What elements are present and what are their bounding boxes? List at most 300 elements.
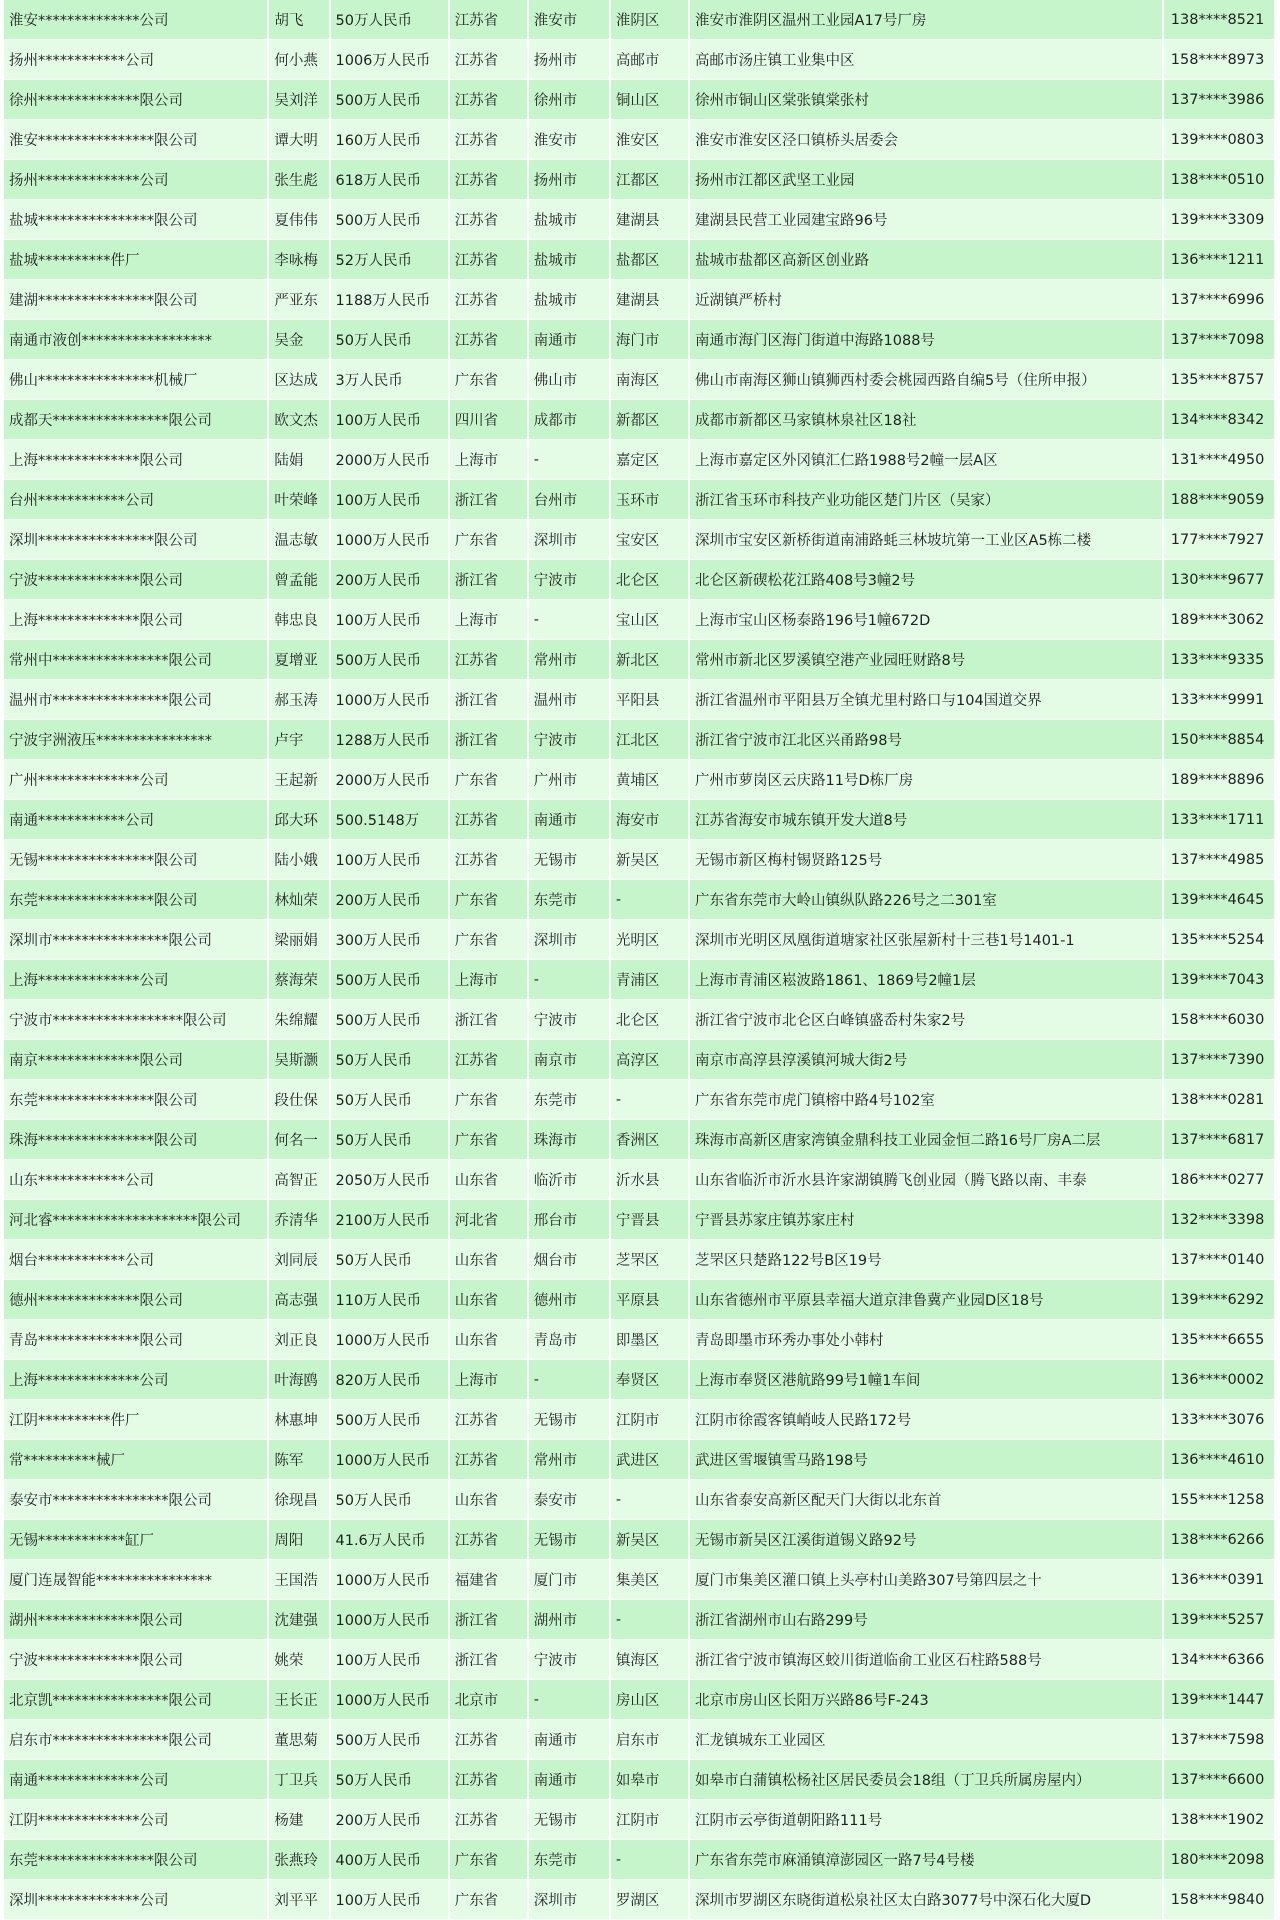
table-row	[4, 560, 1275, 600]
contact-name-cell: 吴斯灏	[268, 1040, 329, 1080]
company-name-cell: 南通**************公司	[4, 1760, 268, 1800]
address-cell: 汇龙镇城东工业园区	[689, 1720, 1163, 1760]
city-cell: 邢台市	[528, 1200, 610, 1240]
company-name-cell: 成都天****************限公司	[4, 400, 268, 440]
district-cell: 罗湖区	[610, 1880, 689, 1920]
registered-capital-cell: 500万人民币	[330, 1400, 449, 1440]
phone-cell: 138****0281	[1163, 1080, 1275, 1120]
district-cell: 即墨区	[610, 1320, 689, 1360]
address-cell: 广州市萝岗区云庆路11号D栋厂房	[689, 760, 1163, 800]
company-name-cell: 湖州**************限公司	[4, 1600, 268, 1640]
address-cell: 浙江省湖州市山右路299号	[689, 1600, 1163, 1640]
district-cell: 宁晋县	[610, 1200, 689, 1240]
contact-name-cell: 乔清华	[268, 1200, 329, 1240]
province-cell: 江苏省	[449, 120, 528, 160]
table-row	[4, 1640, 1275, 1680]
district-cell: 光明区	[610, 920, 689, 960]
district-cell: -	[610, 880, 689, 920]
province-cell: 江苏省	[449, 160, 528, 200]
city-cell: 常州市	[528, 1440, 610, 1480]
city-cell: 临沂市	[528, 1160, 610, 1200]
city-cell: 南通市	[528, 1720, 610, 1760]
province-cell: 江苏省	[449, 800, 528, 840]
address-cell: 近湖镇严桥村	[689, 280, 1163, 320]
contact-name-cell: 姚荣	[268, 1640, 329, 1680]
phone-cell: 137****7598	[1163, 1720, 1275, 1760]
province-cell: 江苏省	[449, 80, 528, 120]
contact-name-cell: 何名一	[268, 1120, 329, 1160]
registered-capital-cell: 500万人民币	[330, 640, 449, 680]
address-cell: 武进区雪堰镇雪马路198号	[689, 1440, 1163, 1480]
district-cell: 江北区	[610, 720, 689, 760]
table-row	[4, 840, 1275, 880]
phone-cell: 134****6366	[1163, 1640, 1275, 1680]
district-cell: -	[610, 1840, 689, 1880]
district-cell: 芝罘区	[610, 1240, 689, 1280]
contact-name-cell: 徐现昌	[268, 1480, 329, 1520]
province-cell: 广东省	[449, 1880, 528, 1920]
district-cell: 武进区	[610, 1440, 689, 1480]
province-cell: 广东省	[449, 1120, 528, 1160]
phone-cell: 139****0803	[1163, 120, 1275, 160]
city-cell: 温州市	[528, 680, 610, 720]
registered-capital-cell: 100万人民币	[330, 1640, 449, 1680]
company-name-cell: 泰安市****************限公司	[4, 1480, 268, 1520]
registered-capital-cell: 41.6万人民币	[330, 1520, 449, 1560]
province-cell: 广东省	[449, 760, 528, 800]
address-cell: 浙江省宁波市镇海区蛟川街道临俞工业区石柱路588号	[689, 1640, 1163, 1680]
contact-name-cell: 谭大明	[268, 120, 329, 160]
province-cell: 广东省	[449, 520, 528, 560]
phone-cell: 139****1447	[1163, 1680, 1275, 1720]
table-row	[4, 280, 1275, 320]
address-cell: 深圳市罗湖区东晓街道松泉社区太白路3077号中深石化大厦D	[689, 1880, 1163, 1920]
registered-capital-cell: 400万人民币	[330, 1840, 449, 1880]
phone-cell: 134****8342	[1163, 400, 1275, 440]
address-cell: 浙江省玉环市科技产业功能区楚门片区（吴家）	[689, 480, 1163, 520]
phone-cell: 136****0002	[1163, 1360, 1275, 1400]
address-cell: 上海市嘉定区外冈镇汇仁路1988号2幢一层A区	[689, 440, 1163, 480]
phone-cell: 177****7927	[1163, 520, 1275, 560]
city-cell: 淮安市	[528, 120, 610, 160]
company-name-cell: 启东市****************限公司	[4, 1720, 268, 1760]
address-cell: 江阴市云亭街道朝阳路111号	[689, 1800, 1163, 1840]
table-row	[4, 360, 1275, 400]
province-cell: 四川省	[449, 400, 528, 440]
contact-name-cell: 叶海鸥	[268, 1360, 329, 1400]
registered-capital-cell: 3万人民币	[330, 360, 449, 400]
company-name-cell: 南通市液创******************	[4, 320, 268, 360]
table-row	[4, 1240, 1275, 1280]
phone-cell: 158****8973	[1163, 40, 1275, 80]
district-cell: 宝山区	[610, 600, 689, 640]
phone-cell: 139****5257	[1163, 1600, 1275, 1640]
address-cell: 上海市宝山区杨泰路196号1幢672D	[689, 600, 1163, 640]
district-cell: 沂水县	[610, 1160, 689, 1200]
phone-cell: 158****9840	[1163, 1880, 1275, 1920]
phone-cell: 135****6655	[1163, 1320, 1275, 1360]
contact-name-cell: 高志强	[268, 1280, 329, 1320]
district-cell: 镇海区	[610, 1640, 689, 1680]
address-cell: 厦门市集美区灌口镇上头亭村山美路307号第四层之十	[689, 1560, 1163, 1600]
province-cell: 江苏省	[449, 1440, 528, 1480]
district-cell: 建湖县	[610, 280, 689, 320]
city-cell: 南通市	[528, 800, 610, 840]
city-cell: -	[528, 440, 610, 480]
city-cell: 泰安市	[528, 1480, 610, 1520]
registered-capital-cell: 500万人民币	[330, 80, 449, 120]
contact-name-cell: 杨建	[268, 1800, 329, 1840]
contact-name-cell: 丁卫兵	[268, 1760, 329, 1800]
registered-capital-cell: 100万人民币	[330, 480, 449, 520]
contact-name-cell: 朱绵耀	[268, 1000, 329, 1040]
company-name-cell: 上海**************限公司	[4, 440, 268, 480]
company-name-cell: 上海**************限公司	[4, 600, 268, 640]
table-row	[4, 1000, 1275, 1040]
district-cell: -	[610, 1600, 689, 1640]
registered-capital-cell: 50万人民币	[330, 1120, 449, 1160]
city-cell: 宁波市	[528, 560, 610, 600]
table-row	[4, 480, 1275, 520]
phone-cell: 138****1902	[1163, 1800, 1275, 1840]
province-cell: 浙江省	[449, 560, 528, 600]
registered-capital-cell: 1000万人民币	[330, 520, 449, 560]
company-name-cell: 青岛**************限公司	[4, 1320, 268, 1360]
city-cell: 南京市	[528, 1040, 610, 1080]
province-cell: 浙江省	[449, 1000, 528, 1040]
city-cell: 东莞市	[528, 880, 610, 920]
province-cell: 上海市	[449, 440, 528, 480]
phone-cell: 137****3986	[1163, 80, 1275, 120]
province-cell: 山东省	[449, 1280, 528, 1320]
district-cell: 江阴市	[610, 1400, 689, 1440]
contact-name-cell: 曾孟能	[268, 560, 329, 600]
province-cell: 广东省	[449, 1080, 528, 1120]
city-cell: 宁波市	[528, 1000, 610, 1040]
province-cell: 广东省	[449, 920, 528, 960]
address-cell: 无锡市新吴区江溪街道锡义路92号	[689, 1520, 1163, 1560]
table-row	[4, 400, 1275, 440]
table-row	[4, 1880, 1275, 1920]
contact-name-cell: 邱大环	[268, 800, 329, 840]
address-cell: 北仑区新碶松花江路408号3幢2号	[689, 560, 1163, 600]
company-name-cell: 深圳**************公司	[4, 1880, 268, 1920]
registered-capital-cell: 300万人民币	[330, 920, 449, 960]
registered-capital-cell: 1000万人民币	[330, 680, 449, 720]
phone-cell: 135****8757	[1163, 360, 1275, 400]
address-cell: 深圳市光明区凤凰街道塘家社区张屋新村十三巷1号1401-1	[689, 920, 1163, 960]
city-cell: 宁波市	[528, 1640, 610, 1680]
address-cell: 江阴市徐霞客镇峭岐人民路172号	[689, 1400, 1163, 1440]
district-cell: 宝安区	[610, 520, 689, 560]
phone-cell: 138****8521	[1163, 0, 1275, 40]
registered-capital-cell: 50万人民币	[330, 0, 449, 40]
city-cell: -	[528, 1360, 610, 1400]
province-cell: 广东省	[449, 1840, 528, 1880]
contact-name-cell: 董思菊	[268, 1720, 329, 1760]
company-name-cell: 建湖****************限公司	[4, 280, 268, 320]
district-cell: 房山区	[610, 1680, 689, 1720]
table-row	[4, 1760, 1275, 1800]
registered-capital-cell: 618万人民币	[330, 160, 449, 200]
company-table-body	[4, 0, 1275, 1920]
address-cell: 芝罘区只楚路122号B区19号	[689, 1240, 1163, 1280]
province-cell: 江苏省	[449, 280, 528, 320]
table-row	[4, 1080, 1275, 1120]
registered-capital-cell: 1000万人民币	[330, 1440, 449, 1480]
company-name-cell: 上海**************公司	[4, 1360, 268, 1400]
contact-name-cell: 林灿荣	[268, 880, 329, 920]
district-cell: 南海区	[610, 360, 689, 400]
address-cell: 淮安市淮安区泾口镇桥头居委会	[689, 120, 1163, 160]
registered-capital-cell: 1188万人民币	[330, 280, 449, 320]
district-cell: 建湖县	[610, 200, 689, 240]
company-name-cell: 宁波**************限公司	[4, 560, 268, 600]
phone-cell: 139****3309	[1163, 200, 1275, 240]
table-row	[4, 640, 1275, 680]
district-cell: 启东市	[610, 1720, 689, 1760]
company-name-cell: 深圳****************限公司	[4, 520, 268, 560]
address-cell: 南京市高淳县淳溪镇河城大街2号	[689, 1040, 1163, 1080]
phone-cell: 139****4645	[1163, 880, 1275, 920]
city-cell: 南通市	[528, 1760, 610, 1800]
address-cell: 山东省临沂市沂水县许家湖镇腾飞创业园（腾飞路以南、丰泰	[689, 1160, 1163, 1200]
phone-cell: 137****7098	[1163, 320, 1275, 360]
table-row	[4, 1360, 1275, 1400]
table-row	[4, 1280, 1275, 1320]
company-table-container	[4, 0, 1276, 1920]
province-cell: 江苏省	[449, 1520, 528, 1560]
table-row	[4, 760, 1275, 800]
phone-cell: 137****6996	[1163, 280, 1275, 320]
district-cell: 新吴区	[610, 1520, 689, 1560]
city-cell: 湖州市	[528, 1600, 610, 1640]
contact-name-cell: 张生彪	[268, 160, 329, 200]
registered-capital-cell: 1000万人民币	[330, 1600, 449, 1640]
company-name-cell: 山东************公司	[4, 1160, 268, 1200]
registered-capital-cell: 50万人民币	[330, 1240, 449, 1280]
phone-cell: 137****4985	[1163, 840, 1275, 880]
address-cell: 上海市奉贤区港航路99号1幢1车间	[689, 1360, 1163, 1400]
registered-capital-cell: 1006万人民币	[330, 40, 449, 80]
address-cell: 青岛即墨市环秀办事处小韩村	[689, 1320, 1163, 1360]
contact-name-cell: 王起新	[268, 760, 329, 800]
district-cell: -	[610, 1080, 689, 1120]
city-cell: 无锡市	[528, 1800, 610, 1840]
city-cell: 烟台市	[528, 1240, 610, 1280]
phone-cell: 158****6030	[1163, 1000, 1275, 1040]
province-cell: 上海市	[449, 600, 528, 640]
registered-capital-cell: 50万人民币	[330, 1040, 449, 1080]
registered-capital-cell: 50万人民币	[330, 320, 449, 360]
address-cell: 高邮市汤庄镇工业集中区	[689, 40, 1163, 80]
table-row	[4, 1480, 1275, 1520]
table-row	[4, 920, 1275, 960]
province-cell: 江苏省	[449, 1040, 528, 1080]
company-name-cell: 温州市****************限公司	[4, 680, 268, 720]
address-cell: 山东省德州市平原县幸福大道京津鲁冀产业园D区18号	[689, 1280, 1163, 1320]
table-row	[4, 240, 1275, 280]
address-cell: 佛山市南海区狮山镇狮西村委会桃园西路自编5号（住所申报）	[689, 360, 1163, 400]
contact-name-cell: 夏伟伟	[268, 200, 329, 240]
province-cell: 浙江省	[449, 720, 528, 760]
city-cell: 淮安市	[528, 0, 610, 40]
city-cell: 盐城市	[528, 200, 610, 240]
city-cell: 广州市	[528, 760, 610, 800]
contact-name-cell: 卢宇	[268, 720, 329, 760]
company-name-cell: 无锡************缸厂	[4, 1520, 268, 1560]
province-cell: 江苏省	[449, 1400, 528, 1440]
company-name-cell: 常**********械厂	[4, 1440, 268, 1480]
phone-cell: 139****7043	[1163, 960, 1275, 1000]
company-name-cell: 佛山****************机械厂	[4, 360, 268, 400]
table-row	[4, 0, 1275, 40]
district-cell: 淮安区	[610, 120, 689, 160]
table-row	[4, 1040, 1275, 1080]
company-name-cell: 盐城**********件厂	[4, 240, 268, 280]
company-name-cell: 扬州************公司	[4, 40, 268, 80]
district-cell: 高邮市	[610, 40, 689, 80]
city-cell: -	[528, 600, 610, 640]
company-name-cell: 厦门连晟智能****************	[4, 1560, 268, 1600]
address-cell: 广东省东莞市麻涌镇漳澎园区一路7号4号楼	[689, 1840, 1163, 1880]
registered-capital-cell: 200万人民币	[330, 1800, 449, 1840]
city-cell: 成都市	[528, 400, 610, 440]
district-cell: 平阳县	[610, 680, 689, 720]
city-cell: 深圳市	[528, 920, 610, 960]
phone-cell: 139****6292	[1163, 1280, 1275, 1320]
province-cell: 广东省	[449, 880, 528, 920]
district-cell: 新北区	[610, 640, 689, 680]
province-cell: 江苏省	[449, 0, 528, 40]
address-cell: 广东省东莞市虎门镇榕中路4号102室	[689, 1080, 1163, 1120]
address-cell: 如皋市白蒲镇松杨社区居民委员会18组（丁卫兵所属房屋内）	[689, 1760, 1163, 1800]
table-row	[4, 1320, 1275, 1360]
address-cell: 珠海市高新区唐家湾镇金鼎科技工业园金恒二路16号厂房A二层	[689, 1120, 1163, 1160]
district-cell: 海门市	[610, 320, 689, 360]
phone-cell: 133****9991	[1163, 680, 1275, 720]
province-cell: 山东省	[449, 1160, 528, 1200]
contact-name-cell: 刘同辰	[268, 1240, 329, 1280]
table-row	[4, 600, 1275, 640]
company-name-cell: 德州**************限公司	[4, 1280, 268, 1320]
phone-cell: 135****5254	[1163, 920, 1275, 960]
province-cell: 浙江省	[449, 480, 528, 520]
table-row	[4, 440, 1275, 480]
table-row	[4, 960, 1275, 1000]
address-cell: 浙江省宁波市北仑区白峰镇盛岙村朱家2号	[689, 1000, 1163, 1040]
registered-capital-cell: 200万人民币	[330, 880, 449, 920]
address-cell: 淮安市淮阴区温州工业园A17号厂房	[689, 0, 1163, 40]
table-row	[4, 160, 1275, 200]
province-cell: 江苏省	[449, 1760, 528, 1800]
contact-name-cell: 林惠坤	[268, 1400, 329, 1440]
contact-name-cell: 何小燕	[268, 40, 329, 80]
company-name-cell: 河北睿********************限公司	[4, 1200, 268, 1240]
company-name-cell: 徐州**************限公司	[4, 80, 268, 120]
table-row	[4, 200, 1275, 240]
address-cell: 成都市新都区马家镇林泉社区18社	[689, 400, 1163, 440]
district-cell: 嘉定区	[610, 440, 689, 480]
city-cell: 厦门市	[528, 1560, 610, 1600]
company-name-cell: 盐城****************限公司	[4, 200, 268, 240]
address-cell: 扬州市江都区武坚工业园	[689, 160, 1163, 200]
phone-cell: 150****8854	[1163, 720, 1275, 760]
phone-cell: 189****3062	[1163, 600, 1275, 640]
registered-capital-cell: 100万人民币	[330, 600, 449, 640]
company-name-cell: 扬州**************公司	[4, 160, 268, 200]
contact-name-cell: 胡飞	[268, 0, 329, 40]
city-cell: 珠海市	[528, 1120, 610, 1160]
address-cell: 广东省东莞市大岭山镇纵队路226号之二301室	[689, 880, 1163, 920]
registered-capital-cell: 820万人民币	[330, 1360, 449, 1400]
company-name-cell: 东莞****************限公司	[4, 1840, 268, 1880]
table-row	[4, 1200, 1275, 1240]
district-cell: 香洲区	[610, 1120, 689, 1160]
phone-cell: 138****6266	[1163, 1520, 1275, 1560]
district-cell: 江都区	[610, 160, 689, 200]
table-row	[4, 80, 1275, 120]
contact-name-cell: 段仕保	[268, 1080, 329, 1120]
company-name-cell: 深圳市****************限公司	[4, 920, 268, 960]
address-cell: 徐州市铜山区棠张镇棠张村	[689, 80, 1163, 120]
registered-capital-cell: 1288万人民币	[330, 720, 449, 760]
table-row	[4, 1600, 1275, 1640]
address-cell: 建湖县民营工业园建宝路96号	[689, 200, 1163, 240]
phone-cell: 133****3076	[1163, 1400, 1275, 1440]
registered-capital-cell: 100万人民币	[330, 1880, 449, 1920]
address-cell: 南通市海门区海门街道中海路1088号	[689, 320, 1163, 360]
company-name-cell: 北京凯****************限公司	[4, 1680, 268, 1720]
province-cell: 河北省	[449, 1200, 528, 1240]
contact-name-cell: 张燕玲	[268, 1840, 329, 1880]
city-cell: 扬州市	[528, 160, 610, 200]
company-name-cell: 常州中****************限公司	[4, 640, 268, 680]
contact-name-cell: 蔡海荣	[268, 960, 329, 1000]
phone-cell: 186****0277	[1163, 1160, 1275, 1200]
registered-capital-cell: 500.5148万	[330, 800, 449, 840]
registered-capital-cell: 100万人民币	[330, 400, 449, 440]
table-row	[4, 1800, 1275, 1840]
address-cell: 山东省泰安高新区配天门大街以北东首	[689, 1480, 1163, 1520]
company-name-cell: 宁波市******************限公司	[4, 1000, 268, 1040]
city-cell: 东莞市	[528, 1840, 610, 1880]
city-cell: 无锡市	[528, 1520, 610, 1560]
contact-name-cell: 郝玉涛	[268, 680, 329, 720]
address-cell: 常州市新北区罗溪镇空港产业园旺财路8号	[689, 640, 1163, 680]
contact-name-cell: 吴金	[268, 320, 329, 360]
company-name-cell: 宁波宇洲液压****************	[4, 720, 268, 760]
company-name-cell: 宁波**************限公司	[4, 1640, 268, 1680]
district-cell: 如皋市	[610, 1760, 689, 1800]
company-name-cell: 东莞****************限公司	[4, 880, 268, 920]
phone-cell: 180****2098	[1163, 1840, 1275, 1880]
contact-name-cell: 高智正	[268, 1160, 329, 1200]
contact-name-cell: 温志敏	[268, 520, 329, 560]
table-row	[4, 1680, 1275, 1720]
address-cell: 上海市青浦区崧波路1861、1869号2幢1层	[689, 960, 1163, 1000]
registered-capital-cell: 500万人民币	[330, 200, 449, 240]
contact-name-cell: 陆娟	[268, 440, 329, 480]
city-cell: 台州市	[528, 480, 610, 520]
district-cell: 高淳区	[610, 1040, 689, 1080]
phone-cell: 137****6817	[1163, 1120, 1275, 1160]
city-cell: 深圳市	[528, 1880, 610, 1920]
contact-name-cell: 王国浩	[268, 1560, 329, 1600]
registered-capital-cell: 500万人民币	[330, 1720, 449, 1760]
district-cell: 黄埔区	[610, 760, 689, 800]
district-cell: 淮阴区	[610, 0, 689, 40]
